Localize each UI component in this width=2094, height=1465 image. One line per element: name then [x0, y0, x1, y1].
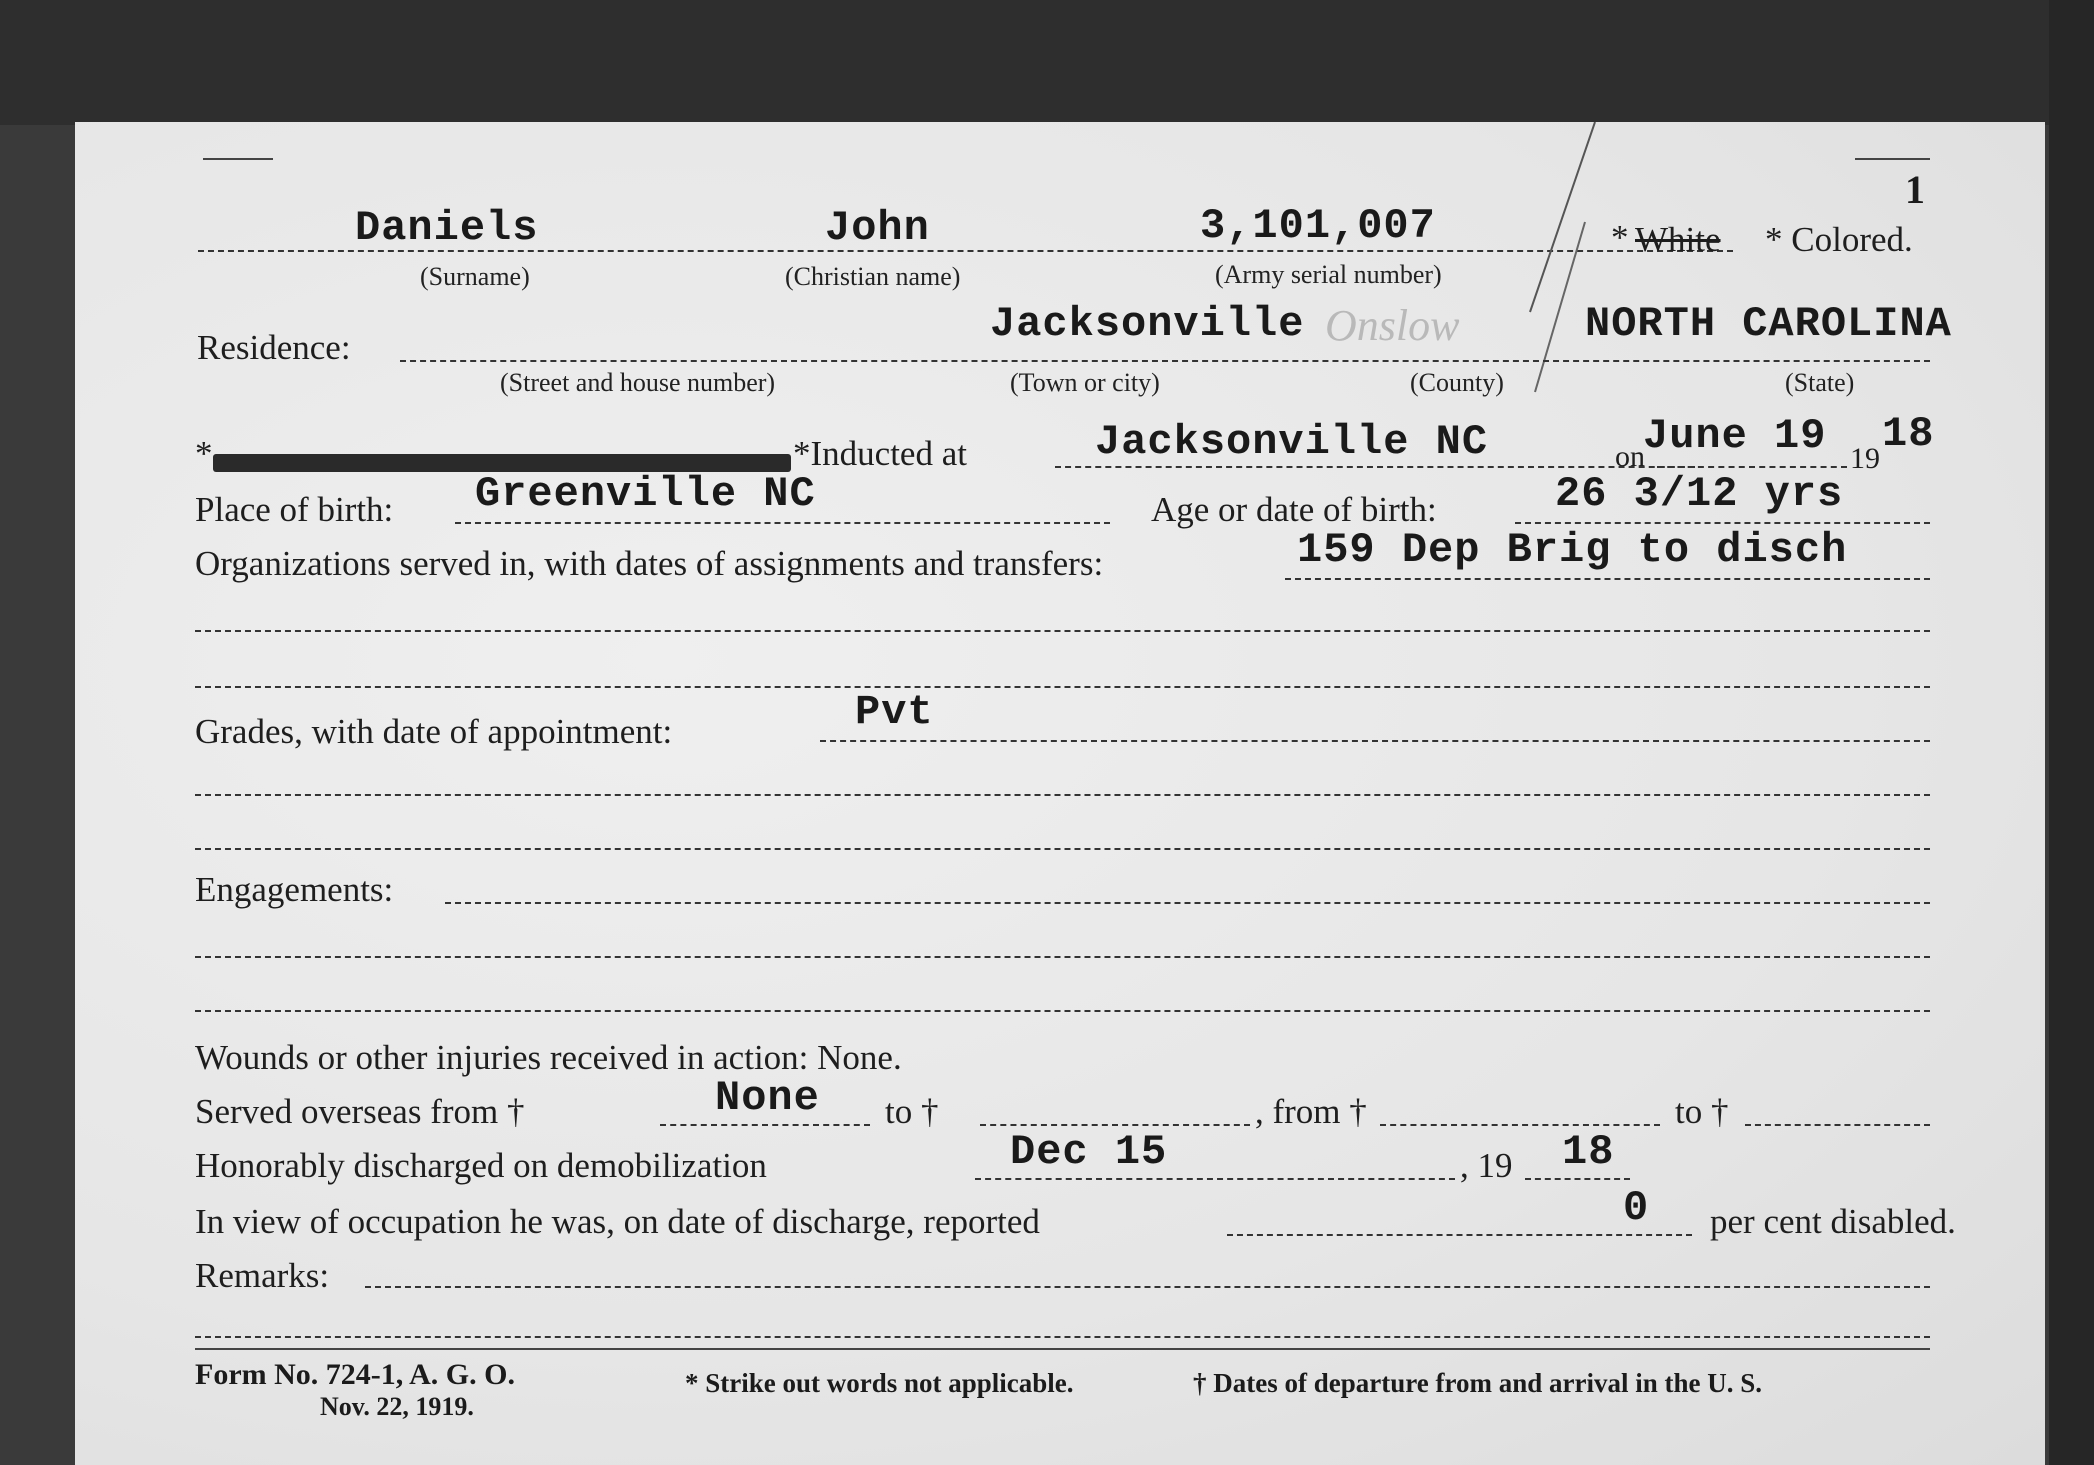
footer-note-dates: † Dates of departure from and arrival in the U. S. — [1193, 1368, 1762, 1398]
engagements-line-3 — [195, 1010, 1930, 1012]
christian-name-value: John — [825, 204, 930, 252]
residence-state-value: NORTH CAROLINA — [1585, 300, 1952, 348]
inducted-date-value: June 19 — [1643, 412, 1827, 460]
organizations-label: Organizations served in, with dates of assignments and transfers: — [195, 544, 1104, 583]
age-label: Age or date of birth: — [1151, 490, 1437, 529]
age-value: 26 3/12 yrs — [1555, 470, 1844, 518]
residence-label: Residence: — [197, 328, 351, 367]
overseas-from-label: Served overseas from † — [195, 1092, 525, 1131]
disability-line — [1227, 1234, 1692, 1236]
engagements-line-1 — [445, 902, 1930, 904]
overseas-to-label-2: to † — [1675, 1092, 1729, 1131]
form-date: Nov. 22, 1919. — [320, 1392, 474, 1421]
overseas-to-line-1 — [980, 1124, 1250, 1126]
footer-note-strike: * Strike out words not applicable. — [685, 1368, 1074, 1398]
overseas-to-line-2 — [1745, 1124, 1930, 1126]
scan-background-top — [0, 0, 2094, 125]
grades-value: Pvt — [855, 688, 934, 736]
enlistment-star: * — [195, 434, 213, 473]
serial-caption: (Army serial number) — [1215, 260, 1442, 289]
engagements-line-2 — [195, 956, 1930, 958]
overseas-from-line — [660, 1124, 870, 1126]
age-line — [1515, 522, 1930, 524]
grades-line-3 — [195, 848, 1930, 850]
street-caption: (Street and house number) — [500, 368, 776, 397]
discharge-date-line — [975, 1178, 1455, 1180]
overseas-from-label-2: , from † — [1255, 1092, 1367, 1131]
top-right-rule — [1855, 158, 1930, 160]
discharge-year-value: 18 — [1562, 1128, 1615, 1176]
discharge-year-line — [1525, 1178, 1630, 1180]
on-label: on — [1615, 440, 1645, 473]
place-of-birth-value: Greenville NC — [475, 470, 816, 518]
inducted-label: *Inducted at — [793, 434, 967, 473]
state-caption: (State) — [1785, 368, 1855, 397]
disability-value: 0 — [1623, 1184, 1650, 1232]
grades-line-2 — [195, 794, 1930, 796]
footer-rule — [195, 1348, 1930, 1350]
remarks-line-1 — [365, 1286, 1930, 1288]
disability-label: In view of occupation he was, on date of discharge, reported — [195, 1202, 1040, 1241]
page-number: 1 — [1905, 167, 1925, 212]
race-star: * — [1611, 218, 1629, 257]
remarks-line-2 — [195, 1336, 1930, 1338]
place-of-birth-line — [455, 522, 1110, 524]
grades-label: Grades, with date of appointment: — [195, 712, 673, 751]
wounds-label: Wounds or other injuries received in action: None. — [195, 1038, 902, 1077]
residence-town-value: Jacksonville — [990, 300, 1305, 348]
residence-line — [400, 360, 1930, 362]
place-of-birth-label: Place of birth: — [195, 490, 394, 529]
discharge-date-value: Dec 15 — [1010, 1128, 1168, 1176]
organizations-line-1 — [1285, 578, 1930, 580]
inducted-place-line — [1055, 466, 1695, 468]
discharge-label: Honorably discharged on demobilization — [195, 1146, 767, 1185]
county-caption: (County) — [1410, 368, 1504, 397]
organizations-line-3 — [195, 686, 1930, 688]
form-number: Form No. 724-1, A. G. O. — [195, 1358, 515, 1391]
town-caption: (Town or city) — [1010, 368, 1160, 397]
inducted-date-line — [1657, 466, 1847, 468]
service-record-card — [75, 122, 2045, 1465]
serial-number-value: 3,101,007 — [1200, 202, 1436, 250]
overseas-to-label-1: to † — [885, 1092, 939, 1131]
scan-background-right — [2049, 0, 2094, 1465]
race-white-struck: White — [1635, 220, 1721, 259]
organizations-value: 159 Dep Brig to disch — [1297, 526, 1848, 574]
discharge-year-prefix: , 19 — [1460, 1146, 1513, 1185]
disability-suffix: per cent disabled. — [1710, 1202, 1956, 1241]
christian-name-caption: (Christian name) — [785, 262, 961, 291]
overseas-from-line-2 — [1380, 1124, 1660, 1126]
inducted-place-value: Jacksonville NC — [1095, 418, 1489, 466]
race-colored: * Colored. — [1765, 220, 1913, 259]
inducted-year-value: 18 — [1882, 410, 1935, 458]
remarks-label: Remarks: — [195, 1256, 330, 1295]
residence-county-faint: Onslow — [1325, 301, 1460, 350]
grades-line-1 — [820, 740, 1930, 742]
surname-caption: (Surname) — [420, 262, 530, 291]
top-left-rule — [203, 158, 273, 160]
inducted-year-prefix: 19 — [1850, 442, 1880, 475]
organizations-line-2 — [195, 630, 1930, 632]
surname-value: Daniels — [355, 204, 539, 252]
overseas-value: None — [715, 1074, 820, 1122]
engagements-label: Engagements: — [195, 870, 394, 909]
